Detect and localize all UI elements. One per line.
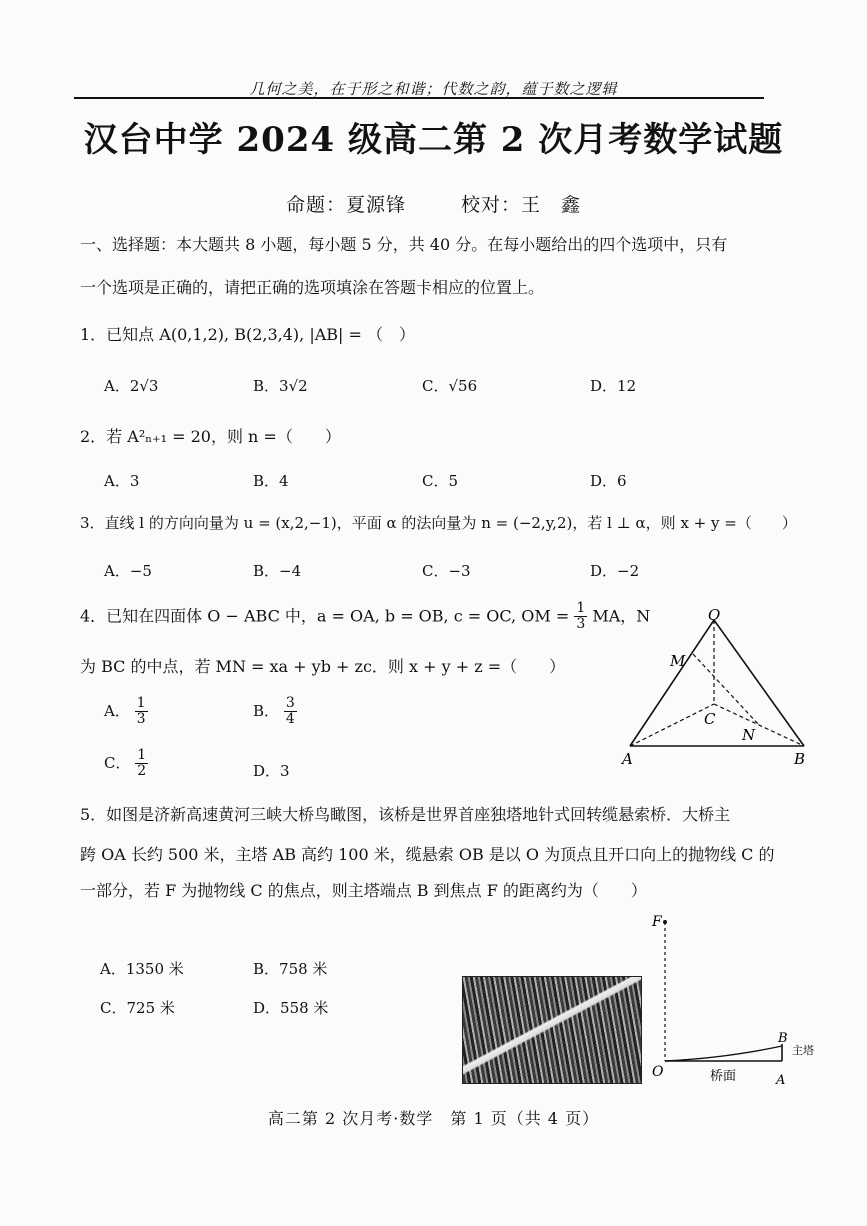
q4-option-b-num: 3 xyxy=(285,695,295,711)
q5-option-b[interactable]: B．758 米 xyxy=(253,960,328,978)
edge-oa xyxy=(630,620,714,746)
q4-option-b-frac xyxy=(284,696,297,728)
q3-option-d[interactable]: D．−2 xyxy=(590,562,640,580)
label-c: C xyxy=(704,710,716,728)
q1-option-b[interactable]: B．3√2 xyxy=(253,377,308,395)
q4-option-b[interactable] xyxy=(253,696,297,728)
author: 命题：夏源锋 xyxy=(285,194,406,216)
segment-mn xyxy=(693,654,759,725)
q4-option-b-den: 4 xyxy=(285,711,295,728)
q4-stem-line1-b: MA，N xyxy=(592,606,651,626)
q4-stem-line1 xyxy=(80,601,650,633)
q5-stem-line1: 5．如图是济新高速黄河三峡大桥鸟瞰图，该桥是世界首座独塔地针式回转缆悬索桥．大桥主 xyxy=(80,805,731,824)
header-motto: 几何之美，在于形之和谐；代数之韵，蕴于数之逻辑 xyxy=(249,80,618,98)
q3-option-b[interactable]: B．−4 xyxy=(253,562,302,580)
q4-option-c[interactable] xyxy=(104,748,148,780)
q4-option-a-label: A． xyxy=(104,701,130,720)
label-n: N xyxy=(742,726,756,744)
q4-option-c-num: 1 xyxy=(137,747,147,763)
label-deck: 桥面 xyxy=(710,1069,737,1084)
page-title: 汉台中学 2024 级高二第 2 次月考数学试题 xyxy=(83,120,784,160)
q3-option-c[interactable]: C．−3 xyxy=(422,562,471,580)
label-b: B xyxy=(794,750,806,768)
q4-fraction-den: 3 xyxy=(576,616,586,633)
label-a2: A xyxy=(776,1073,786,1088)
q4-option-c-den: 2 xyxy=(137,763,147,780)
q4-option-d[interactable]: D．3 xyxy=(253,762,290,780)
q4-option-a-frac xyxy=(135,696,148,728)
q3-option-a[interactable]: A．−5 xyxy=(104,562,152,580)
label-m: M xyxy=(670,652,686,670)
q4-option-a-num: 1 xyxy=(136,695,146,711)
q4-option-a[interactable] xyxy=(104,696,148,728)
q4-fraction xyxy=(574,601,587,633)
q2-option-a[interactable]: A．3 xyxy=(104,472,140,490)
label-o: O xyxy=(708,608,721,624)
edge-ac xyxy=(630,704,714,746)
q4-stem-line1-a: 4．已知在四面体 O − ABC 中，a = OA, b = OB, c = OC, OM = xyxy=(80,606,570,626)
q2-option-d[interactable]: D．6 xyxy=(590,472,627,490)
label-o2: O xyxy=(652,1064,664,1080)
q4-option-c-frac xyxy=(135,748,148,780)
q5-option-d[interactable]: D．558 米 xyxy=(253,999,329,1017)
section-intro-line1: 一、选择题：本大题共 8 小题，每小题 5 分，共 40 分。在每小题给出的四个选项中，只有 xyxy=(80,235,728,254)
label-f: F xyxy=(652,914,662,930)
bridge-photo xyxy=(462,976,642,1084)
label-a: A xyxy=(622,750,633,768)
page-footer: 高二第 2 次月考·数学 第 1 页（共 4 页） xyxy=(267,1109,600,1128)
q2-option-b[interactable]: B．4 xyxy=(253,472,289,490)
q5-stem-line2: 跨 OA 长约 500 米，主塔 AB 高约 100 米，缆悬索 OB 是以 O 为顶点且开口向上的抛物线 C 的 xyxy=(80,845,775,864)
q5-stem-line3: 一部分，若 F 为抛物线 C 的焦点，则主塔端点 B 到焦点 F 的距离约为（ ） xyxy=(80,881,647,900)
q5-option-c[interactable]: C．725 米 xyxy=(100,999,175,1017)
q4-option-c-label: C． xyxy=(104,753,131,772)
q4-fraction-num: 1 xyxy=(576,600,586,616)
authors-line xyxy=(0,190,867,217)
q4-option-a-den: 3 xyxy=(136,711,146,728)
bridge-diagram xyxy=(646,906,832,1088)
cable-parabola xyxy=(665,1046,782,1061)
q4-option-b-label: B． xyxy=(253,701,280,720)
label-b2: B xyxy=(778,1031,788,1046)
label-tower: 主塔 xyxy=(792,1044,814,1057)
header-rule xyxy=(74,97,764,99)
q1-option-c[interactable]: C．√56 xyxy=(422,377,478,395)
q1-option-a[interactable]: A．2√3 xyxy=(104,377,159,395)
edge-ob xyxy=(714,620,804,746)
q1-option-d[interactable]: D．12 xyxy=(590,377,637,395)
focus-point xyxy=(663,920,667,924)
q2-stem: 2．若 A²ₙ₊₁ = 20，则 n =（ ） xyxy=(80,427,341,446)
q1-stem: 1．已知点 A(0,1,2), B(2,3,4), |AB| = （ ） xyxy=(80,325,415,344)
q2-option-c[interactable]: C．5 xyxy=(422,472,459,490)
q3-stem: 3．直线 l 的方向向量为 u = (x,2,−1)，平面 α 的法向量为 n = (−2,y,2)，若 l ⊥ α，则 x + y =（ ） xyxy=(80,514,797,532)
checker: 校对：王 鑫 xyxy=(461,194,582,216)
tetrahedron-figure xyxy=(618,608,818,770)
section-intro-line2: 一个选项是正确的，请把正确的选项填涂在答题卡相应的位置上。 xyxy=(80,278,545,297)
q4-stem-line2: 为 BC 的中点，若 MN = xa + yb + zc．则 x + y + z =（ ） xyxy=(80,657,566,676)
q5-option-a[interactable]: A．1350 米 xyxy=(100,960,184,978)
